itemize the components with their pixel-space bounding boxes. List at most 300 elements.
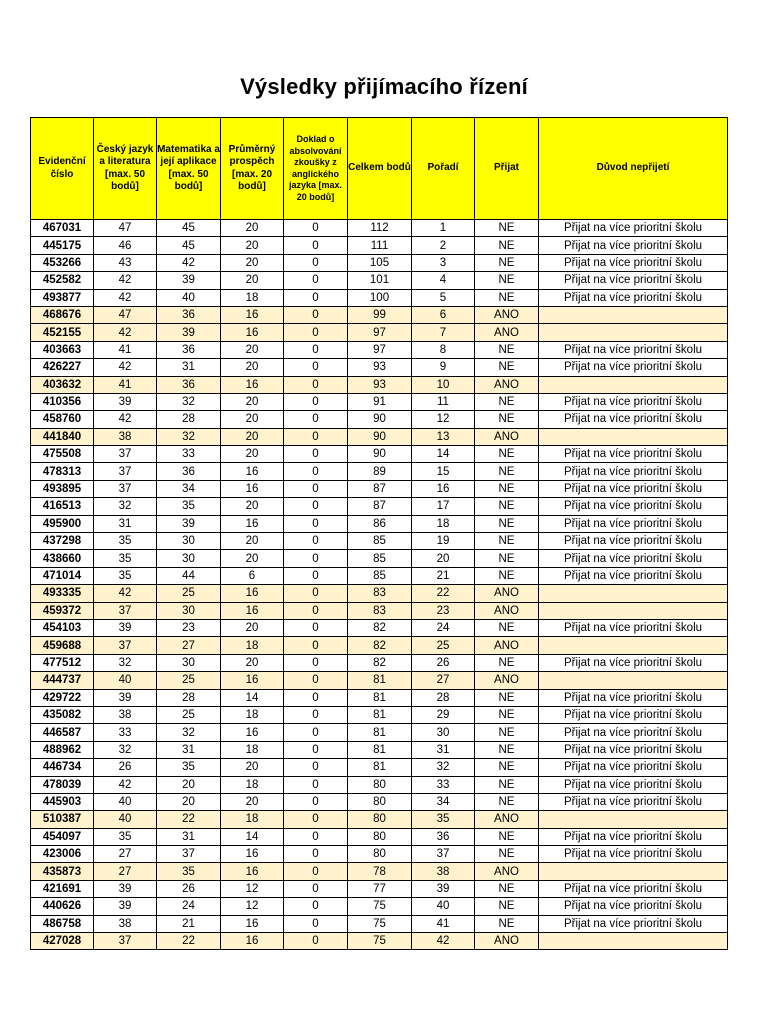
cell-celkem-bodu: 81 xyxy=(348,759,412,776)
cell-prumerny-prospech: 16 xyxy=(221,933,284,950)
cell-cesky-jazyk: 32 xyxy=(94,498,157,515)
cell-prumerny-prospech: 20 xyxy=(221,272,284,289)
cell-duvod-neprijeti xyxy=(539,863,728,880)
cell-matematika: 20 xyxy=(157,776,221,793)
cell-duvod-neprijeti: Přijat na více prioritní školu xyxy=(539,393,728,410)
cell-celkem-bodu: 97 xyxy=(348,341,412,358)
cell-prijat: NE xyxy=(475,480,539,497)
cell-evidencni-cislo: 478313 xyxy=(31,463,94,480)
cell-celkem-bodu: 83 xyxy=(348,602,412,619)
cell-poradi: 32 xyxy=(412,759,475,776)
cell-poradi: 21 xyxy=(412,567,475,584)
table-row xyxy=(31,550,728,567)
cell-evidencni-cislo: 495900 xyxy=(31,515,94,532)
cell-prijat: NE xyxy=(475,689,539,706)
table-row xyxy=(31,776,728,793)
cell-poradi: 26 xyxy=(412,654,475,671)
cell-duvod-neprijeti: Přijat na více prioritní školu xyxy=(539,237,728,254)
cell-matematika: 32 xyxy=(157,393,221,410)
header-prijat: Přijat xyxy=(475,118,539,220)
cell-prumerny-prospech: 16 xyxy=(221,846,284,863)
cell-poradi: 37 xyxy=(412,846,475,863)
cell-duvod-neprijeti: Přijat na více prioritní školu xyxy=(539,915,728,932)
cell-doklad-anglictina: 0 xyxy=(284,619,348,636)
cell-evidencni-cislo: 475508 xyxy=(31,446,94,463)
cell-matematika: 24 xyxy=(157,898,221,915)
cell-poradi: 10 xyxy=(412,376,475,393)
cell-doklad-anglictina: 0 xyxy=(284,515,348,532)
cell-matematika: 32 xyxy=(157,724,221,741)
cell-doklad-anglictina: 0 xyxy=(284,237,348,254)
table-body xyxy=(31,220,728,950)
cell-matematika: 30 xyxy=(157,654,221,671)
cell-prijat: NE xyxy=(475,619,539,636)
cell-evidencni-cislo: 478039 xyxy=(31,776,94,793)
cell-matematika: 36 xyxy=(157,463,221,480)
cell-celkem-bodu: 85 xyxy=(348,533,412,550)
cell-duvod-neprijeti: Přijat na více prioritní školu xyxy=(539,706,728,723)
cell-doklad-anglictina: 0 xyxy=(284,863,348,880)
cell-prijat: NE xyxy=(475,898,539,915)
header-poradi: Pořadí xyxy=(412,118,475,220)
cell-cesky-jazyk: 42 xyxy=(94,411,157,428)
cell-matematika: 30 xyxy=(157,550,221,567)
cell-doklad-anglictina: 0 xyxy=(284,428,348,445)
cell-cesky-jazyk: 43 xyxy=(94,254,157,271)
cell-doklad-anglictina: 0 xyxy=(284,637,348,654)
cell-evidencni-cislo: 493877 xyxy=(31,289,94,306)
cell-prumerny-prospech: 16 xyxy=(221,306,284,323)
cell-cesky-jazyk: 32 xyxy=(94,741,157,758)
table-row xyxy=(31,289,728,306)
cell-evidencni-cislo: 446734 xyxy=(31,759,94,776)
cell-celkem-bodu: 87 xyxy=(348,498,412,515)
cell-poradi: 13 xyxy=(412,428,475,445)
cell-duvod-neprijeti xyxy=(539,585,728,602)
cell-cesky-jazyk: 37 xyxy=(94,463,157,480)
table-row xyxy=(31,915,728,932)
cell-prumerny-prospech: 18 xyxy=(221,741,284,758)
cell-prijat: NE xyxy=(475,463,539,480)
cell-duvod-neprijeti: Přijat na více prioritní školu xyxy=(539,498,728,515)
cell-evidencni-cislo: 438660 xyxy=(31,550,94,567)
cell-duvod-neprijeti xyxy=(539,428,728,445)
cell-evidencni-cislo: 403663 xyxy=(31,341,94,358)
cell-prijat: ANO xyxy=(475,306,539,323)
cell-cesky-jazyk: 35 xyxy=(94,828,157,845)
cell-poradi: 18 xyxy=(412,515,475,532)
table-row xyxy=(31,585,728,602)
table-row xyxy=(31,880,728,897)
cell-cesky-jazyk: 27 xyxy=(94,846,157,863)
cell-doklad-anglictina: 0 xyxy=(284,324,348,341)
cell-cesky-jazyk: 42 xyxy=(94,776,157,793)
table-row xyxy=(31,446,728,463)
cell-celkem-bodu: 85 xyxy=(348,567,412,584)
cell-duvod-neprijeti xyxy=(539,324,728,341)
cell-evidencni-cislo: 445903 xyxy=(31,793,94,810)
cell-celkem-bodu: 77 xyxy=(348,880,412,897)
cell-celkem-bodu: 112 xyxy=(348,220,412,237)
table-row xyxy=(31,515,728,532)
cell-poradi: 22 xyxy=(412,585,475,602)
cell-doklad-anglictina: 0 xyxy=(284,828,348,845)
cell-matematika: 28 xyxy=(157,411,221,428)
cell-prumerny-prospech: 20 xyxy=(221,759,284,776)
cell-evidencni-cislo: 468676 xyxy=(31,306,94,323)
cell-prumerny-prospech: 20 xyxy=(221,359,284,376)
cell-poradi: 16 xyxy=(412,480,475,497)
cell-evidencni-cislo: 454103 xyxy=(31,619,94,636)
cell-matematika: 22 xyxy=(157,811,221,828)
cell-duvod-neprijeti: Přijat na více prioritní školu xyxy=(539,341,728,358)
cell-matematika: 35 xyxy=(157,863,221,880)
cell-duvod-neprijeti: Přijat na více prioritní školu xyxy=(539,724,728,741)
cell-prijat: ANO xyxy=(475,933,539,950)
cell-matematika: 32 xyxy=(157,428,221,445)
cell-matematika: 36 xyxy=(157,341,221,358)
cell-doklad-anglictina: 0 xyxy=(284,306,348,323)
cell-duvod-neprijeti: Přijat na více prioritní školu xyxy=(539,898,728,915)
cell-poradi: 39 xyxy=(412,880,475,897)
cell-matematika: 39 xyxy=(157,324,221,341)
cell-prumerny-prospech: 20 xyxy=(221,237,284,254)
cell-matematika: 21 xyxy=(157,915,221,932)
table-row xyxy=(31,898,728,915)
cell-cesky-jazyk: 41 xyxy=(94,376,157,393)
cell-celkem-bodu: 93 xyxy=(348,359,412,376)
cell-cesky-jazyk: 42 xyxy=(94,272,157,289)
cell-duvod-neprijeti: Přijat na více prioritní školu xyxy=(539,619,728,636)
cell-prijat: NE xyxy=(475,411,539,428)
cell-evidencni-cislo: 454097 xyxy=(31,828,94,845)
cell-celkem-bodu: 81 xyxy=(348,689,412,706)
cell-poradi: 41 xyxy=(412,915,475,932)
cell-poradi: 33 xyxy=(412,776,475,793)
cell-duvod-neprijeti: Přijat na více prioritní školu xyxy=(539,533,728,550)
cell-cesky-jazyk: 39 xyxy=(94,619,157,636)
cell-doklad-anglictina: 0 xyxy=(284,567,348,584)
table-row xyxy=(31,846,728,863)
cell-prumerny-prospech: 20 xyxy=(221,341,284,358)
cell-matematika: 28 xyxy=(157,689,221,706)
cell-evidencni-cislo: 452155 xyxy=(31,324,94,341)
cell-prijat: NE xyxy=(475,915,539,932)
cell-prijat: NE xyxy=(475,741,539,758)
cell-doklad-anglictina: 0 xyxy=(284,341,348,358)
table-row xyxy=(31,637,728,654)
cell-poradi: 38 xyxy=(412,863,475,880)
cell-prijat: ANO xyxy=(475,376,539,393)
cell-poradi: 5 xyxy=(412,289,475,306)
cell-duvod-neprijeti: Přijat na více prioritní školu xyxy=(539,359,728,376)
cell-duvod-neprijeti: Přijat na více prioritní školu xyxy=(539,550,728,567)
table-row xyxy=(31,463,728,480)
cell-matematika: 39 xyxy=(157,272,221,289)
cell-duvod-neprijeti xyxy=(539,811,728,828)
cell-poradi: 23 xyxy=(412,602,475,619)
cell-prijat: NE xyxy=(475,828,539,845)
cell-prijat: NE xyxy=(475,654,539,671)
cell-celkem-bodu: 99 xyxy=(348,306,412,323)
cell-celkem-bodu: 90 xyxy=(348,428,412,445)
cell-evidencni-cislo: 445175 xyxy=(31,237,94,254)
cell-cesky-jazyk: 35 xyxy=(94,567,157,584)
cell-duvod-neprijeti xyxy=(539,637,728,654)
cell-celkem-bodu: 78 xyxy=(348,863,412,880)
cell-prumerny-prospech: 16 xyxy=(221,515,284,532)
cell-evidencni-cislo: 421691 xyxy=(31,880,94,897)
cell-prumerny-prospech: 20 xyxy=(221,411,284,428)
table-row xyxy=(31,672,728,689)
cell-prijat: ANO xyxy=(475,863,539,880)
cell-prumerny-prospech: 20 xyxy=(221,498,284,515)
cell-cesky-jazyk: 37 xyxy=(94,602,157,619)
cell-poradi: 29 xyxy=(412,706,475,723)
cell-cesky-jazyk: 32 xyxy=(94,654,157,671)
cell-doklad-anglictina: 0 xyxy=(284,706,348,723)
cell-doklad-anglictina: 0 xyxy=(284,411,348,428)
cell-prijat: NE xyxy=(475,359,539,376)
cell-doklad-anglictina: 0 xyxy=(284,724,348,741)
cell-prijat: NE xyxy=(475,846,539,863)
cell-celkem-bodu: 86 xyxy=(348,515,412,532)
cell-matematika: 25 xyxy=(157,706,221,723)
cell-poradi: 28 xyxy=(412,689,475,706)
cell-cesky-jazyk: 37 xyxy=(94,446,157,463)
cell-doklad-anglictina: 0 xyxy=(284,359,348,376)
table-row xyxy=(31,863,728,880)
cell-prijat: ANO xyxy=(475,602,539,619)
cell-cesky-jazyk: 31 xyxy=(94,515,157,532)
cell-prijat: ANO xyxy=(475,585,539,602)
cell-evidencni-cislo: 486758 xyxy=(31,915,94,932)
cell-prumerny-prospech: 16 xyxy=(221,376,284,393)
cell-celkem-bodu: 75 xyxy=(348,898,412,915)
cell-cesky-jazyk: 40 xyxy=(94,811,157,828)
cell-doklad-anglictina: 0 xyxy=(284,272,348,289)
cell-cesky-jazyk: 38 xyxy=(94,915,157,932)
cell-evidencni-cislo: 471014 xyxy=(31,567,94,584)
table-row xyxy=(31,724,728,741)
table-row xyxy=(31,741,728,758)
cell-doklad-anglictina: 0 xyxy=(284,533,348,550)
cell-evidencni-cislo: 452582 xyxy=(31,272,94,289)
cell-duvod-neprijeti: Přijat na více prioritní školu xyxy=(539,515,728,532)
table-row xyxy=(31,619,728,636)
cell-prumerny-prospech: 20 xyxy=(221,446,284,463)
cell-matematika: 27 xyxy=(157,637,221,654)
cell-celkem-bodu: 82 xyxy=(348,619,412,636)
table-row xyxy=(31,933,728,950)
cell-prijat: NE xyxy=(475,254,539,271)
header-evidencni-cislo: Evidenční číslo xyxy=(31,118,94,220)
cell-doklad-anglictina: 0 xyxy=(284,915,348,932)
cell-celkem-bodu: 85 xyxy=(348,550,412,567)
cell-evidencni-cislo: 423006 xyxy=(31,846,94,863)
cell-duvod-neprijeti xyxy=(539,672,728,689)
cell-celkem-bodu: 75 xyxy=(348,915,412,932)
header-row xyxy=(31,118,728,220)
cell-evidencni-cislo: 426227 xyxy=(31,359,94,376)
table-row xyxy=(31,498,728,515)
cell-poradi: 19 xyxy=(412,533,475,550)
cell-celkem-bodu: 80 xyxy=(348,828,412,845)
cell-matematika: 31 xyxy=(157,741,221,758)
cell-poradi: 4 xyxy=(412,272,475,289)
cell-celkem-bodu: 83 xyxy=(348,585,412,602)
cell-evidencni-cislo: 427028 xyxy=(31,933,94,950)
cell-matematika: 26 xyxy=(157,880,221,897)
cell-cesky-jazyk: 35 xyxy=(94,550,157,567)
cell-poradi: 1 xyxy=(412,220,475,237)
cell-duvod-neprijeti: Přijat na více prioritní školu xyxy=(539,846,728,863)
cell-evidencni-cislo: 444737 xyxy=(31,672,94,689)
cell-celkem-bodu: 93 xyxy=(348,376,412,393)
cell-prijat: NE xyxy=(475,706,539,723)
cell-celkem-bodu: 100 xyxy=(348,289,412,306)
cell-cesky-jazyk: 39 xyxy=(94,393,157,410)
cell-doklad-anglictina: 0 xyxy=(284,811,348,828)
cell-duvod-neprijeti: Přijat na více prioritní školu xyxy=(539,446,728,463)
cell-poradi: 8 xyxy=(412,341,475,358)
cell-matematika: 45 xyxy=(157,220,221,237)
cell-prijat: NE xyxy=(475,393,539,410)
cell-duvod-neprijeti xyxy=(539,602,728,619)
cell-matematika: 20 xyxy=(157,793,221,810)
cell-poradi: 24 xyxy=(412,619,475,636)
cell-cesky-jazyk: 40 xyxy=(94,672,157,689)
cell-duvod-neprijeti: Přijat na více prioritní školu xyxy=(539,272,728,289)
cell-prijat: NE xyxy=(475,289,539,306)
cell-cesky-jazyk: 47 xyxy=(94,306,157,323)
cell-evidencni-cislo: 459688 xyxy=(31,637,94,654)
cell-prijat: NE xyxy=(475,220,539,237)
table-row xyxy=(31,254,728,271)
table-row xyxy=(31,689,728,706)
table-row xyxy=(31,793,728,810)
cell-doklad-anglictina: 0 xyxy=(284,376,348,393)
cell-prijat: ANO xyxy=(475,637,539,654)
cell-matematika: 36 xyxy=(157,306,221,323)
header-celkem-bodu: Celkem bodů xyxy=(348,118,412,220)
cell-evidencni-cislo: 403632 xyxy=(31,376,94,393)
cell-duvod-neprijeti: Přijat na více prioritní školu xyxy=(539,689,728,706)
cell-evidencni-cislo: 510387 xyxy=(31,811,94,828)
cell-matematika: 40 xyxy=(157,289,221,306)
cell-cesky-jazyk: 37 xyxy=(94,480,157,497)
cell-prijat: NE xyxy=(475,341,539,358)
cell-doklad-anglictina: 0 xyxy=(284,898,348,915)
cell-prijat: ANO xyxy=(475,428,539,445)
cell-cesky-jazyk: 42 xyxy=(94,289,157,306)
cell-doklad-anglictina: 0 xyxy=(284,689,348,706)
cell-cesky-jazyk: 42 xyxy=(94,324,157,341)
cell-celkem-bodu: 91 xyxy=(348,393,412,410)
table-row xyxy=(31,533,728,550)
cell-duvod-neprijeti xyxy=(539,306,728,323)
cell-matematika: 35 xyxy=(157,498,221,515)
header-matematika: Matematika a její aplikace [max. 50 bodů] xyxy=(157,118,221,220)
cell-cesky-jazyk: 38 xyxy=(94,428,157,445)
cell-evidencni-cislo: 437298 xyxy=(31,533,94,550)
cell-matematika: 37 xyxy=(157,846,221,863)
cell-prumerny-prospech: 20 xyxy=(221,220,284,237)
cell-doklad-anglictina: 0 xyxy=(284,463,348,480)
cell-celkem-bodu: 82 xyxy=(348,637,412,654)
cell-matematika: 30 xyxy=(157,533,221,550)
cell-celkem-bodu: 105 xyxy=(348,254,412,271)
cell-poradi: 42 xyxy=(412,933,475,950)
cell-celkem-bodu: 81 xyxy=(348,741,412,758)
cell-duvod-neprijeti: Přijat na více prioritní školu xyxy=(539,759,728,776)
cell-duvod-neprijeti: Přijat na více prioritní školu xyxy=(539,289,728,306)
cell-celkem-bodu: 87 xyxy=(348,480,412,497)
cell-evidencni-cislo: 458760 xyxy=(31,411,94,428)
cell-matematika: 30 xyxy=(157,602,221,619)
cell-prijat: NE xyxy=(475,880,539,897)
cell-prumerny-prospech: 20 xyxy=(221,254,284,271)
cell-prijat: NE xyxy=(475,724,539,741)
table-row xyxy=(31,220,728,237)
cell-duvod-neprijeti: Přijat na více prioritní školu xyxy=(539,411,728,428)
cell-celkem-bodu: 111 xyxy=(348,237,412,254)
cell-celkem-bodu: 81 xyxy=(348,672,412,689)
cell-cesky-jazyk: 37 xyxy=(94,637,157,654)
header-duvod-neprijeti: Důvod nepřijetí xyxy=(539,118,728,220)
table-row xyxy=(31,306,728,323)
header-cesky-jazyk: Český jazyk a literatura [max. 50 bodů] xyxy=(94,118,157,220)
cell-cesky-jazyk: 26 xyxy=(94,759,157,776)
cell-prumerny-prospech: 20 xyxy=(221,533,284,550)
table-row xyxy=(31,272,728,289)
cell-matematika: 39 xyxy=(157,515,221,532)
cell-prumerny-prospech: 6 xyxy=(221,567,284,584)
cell-cesky-jazyk: 41 xyxy=(94,341,157,358)
cell-doklad-anglictina: 0 xyxy=(284,254,348,271)
table-row xyxy=(31,480,728,497)
cell-evidencni-cislo: 446587 xyxy=(31,724,94,741)
cell-prumerny-prospech: 18 xyxy=(221,776,284,793)
table-row xyxy=(31,324,728,341)
cell-prumerny-prospech: 16 xyxy=(221,863,284,880)
cell-matematika: 44 xyxy=(157,567,221,584)
cell-prumerny-prospech: 16 xyxy=(221,602,284,619)
cell-duvod-neprijeti: Přijat na více prioritní školu xyxy=(539,793,728,810)
cell-prijat: ANO xyxy=(475,324,539,341)
table-row xyxy=(31,237,728,254)
cell-prumerny-prospech: 20 xyxy=(221,550,284,567)
cell-cesky-jazyk: 39 xyxy=(94,880,157,897)
cell-evidencni-cislo: 429722 xyxy=(31,689,94,706)
cell-prumerny-prospech: 20 xyxy=(221,654,284,671)
cell-celkem-bodu: 75 xyxy=(348,933,412,950)
cell-poradi: 2 xyxy=(412,237,475,254)
cell-prijat: NE xyxy=(475,272,539,289)
cell-matematika: 31 xyxy=(157,828,221,845)
cell-matematika: 33 xyxy=(157,446,221,463)
cell-matematika: 36 xyxy=(157,376,221,393)
table-row xyxy=(31,359,728,376)
cell-poradi: 34 xyxy=(412,793,475,810)
cell-prumerny-prospech: 16 xyxy=(221,480,284,497)
cell-prumerny-prospech: 16 xyxy=(221,585,284,602)
results-table xyxy=(30,117,728,950)
cell-prumerny-prospech: 18 xyxy=(221,289,284,306)
cell-celkem-bodu: 82 xyxy=(348,654,412,671)
cell-matematika: 31 xyxy=(157,359,221,376)
cell-doklad-anglictina: 0 xyxy=(284,289,348,306)
